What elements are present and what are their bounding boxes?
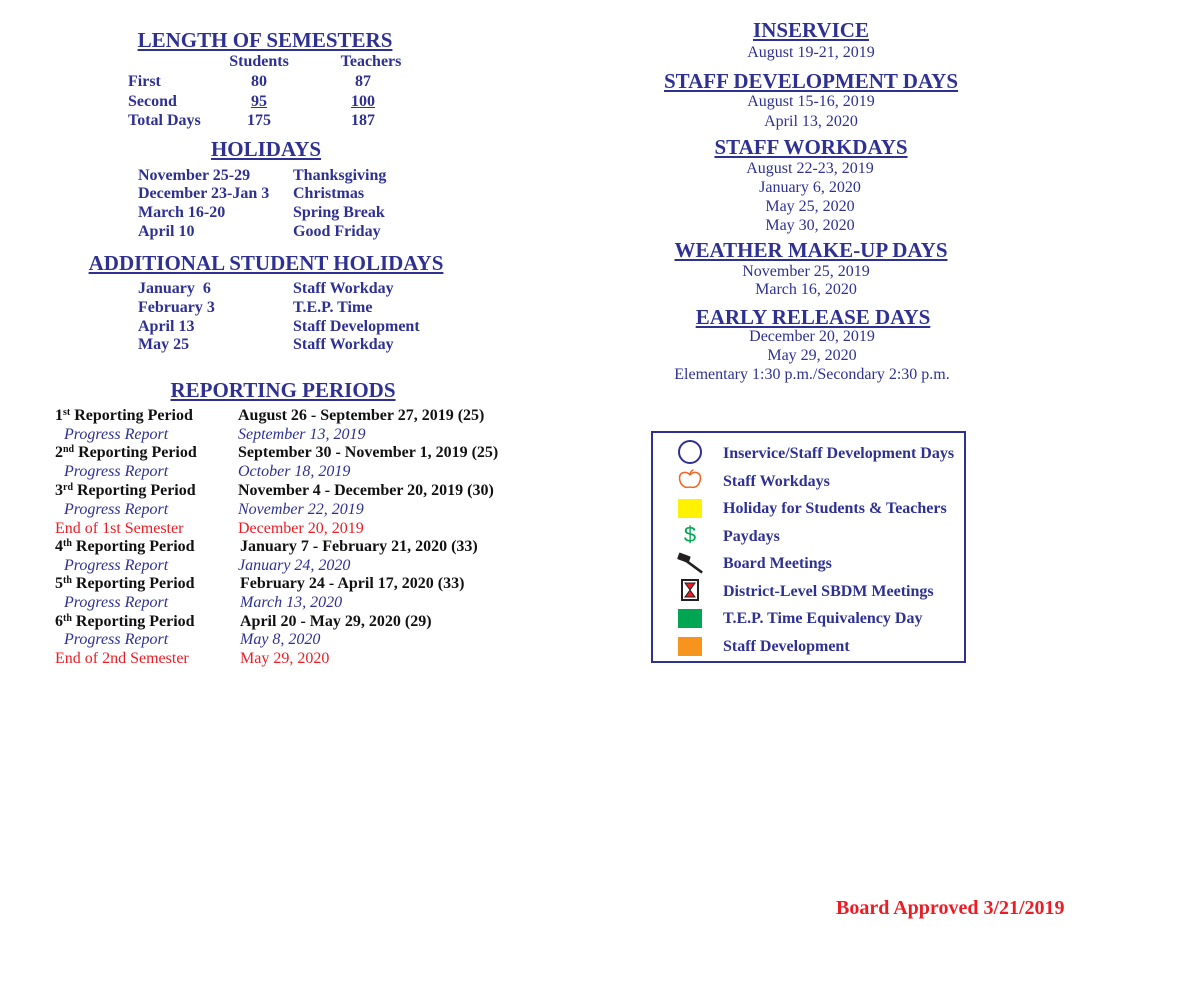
holiday-name: Christmas <box>293 185 365 202</box>
additional-name: Staff Workday <box>293 336 394 353</box>
weather-heading: WEATHER MAKE-UP DAYS <box>674 238 948 262</box>
dollar-icon: $ <box>683 522 697 547</box>
yellow-square-icon <box>677 495 703 521</box>
reporting-heading: REPORTING PERIODS <box>170 378 396 402</box>
progress-report-label: Progress Report <box>64 631 169 648</box>
teachers-col-header: Teachers <box>340 53 402 70</box>
holidays-heading: HOLIDAYS <box>210 137 322 161</box>
legend-label: Paydays <box>723 528 780 545</box>
reporting-period-dates: August 26 - September 27, 2019 (25) <box>238 407 485 424</box>
progress-report-date: March 13, 2020 <box>240 594 343 611</box>
progress-report-date: October 18, 2019 <box>238 463 351 480</box>
progress-report-date: November 22, 2019 <box>238 501 364 518</box>
additional-date: January 6 <box>138 280 211 297</box>
holiday-date: December 23-Jan 3 <box>138 185 270 202</box>
staff-workdays-heading: STAFF WORKDAYS <box>714 135 908 159</box>
reporting-period-label: 2nd Reporting Period <box>55 444 197 461</box>
legend-label: Staff Development <box>723 638 850 655</box>
semester-end-label: End of 2nd Semester <box>55 650 189 667</box>
holiday-date: April 10 <box>138 223 195 240</box>
reporting-period-dates: November 4 - December 20, 2019 (30) <box>238 482 494 499</box>
length-row-label: First <box>128 73 161 90</box>
holiday-name: Spring Break <box>293 204 385 221</box>
length-row-students: 175 <box>247 112 271 129</box>
staff-workday-date: August 22-23, 2019 <box>746 160 874 177</box>
additional-name: Staff Workday <box>293 280 394 297</box>
staff-development-heading: STAFF DEVELOPMENT DAYS <box>663 69 959 93</box>
legend-label: T.E.P. Time Equivalency Day <box>723 610 923 627</box>
additional-name: Staff Development <box>293 318 420 335</box>
weather-date: March 16, 2020 <box>755 281 857 298</box>
progress-report-label: Progress Report <box>64 501 169 518</box>
board-approved: Board Approved 3/21/2019 <box>836 897 1065 919</box>
early-release-date: May 29, 2020 <box>767 347 857 364</box>
staff-workday-date: January 6, 2020 <box>759 179 861 196</box>
length-row-teachers: 100 <box>351 93 375 110</box>
reporting-period-dates: April 20 - May 29, 2020 (29) <box>240 613 432 630</box>
reporting-period-dates: September 30 - November 1, 2019 (25) <box>238 444 499 461</box>
staff-workday-date: May 25, 2020 <box>765 198 855 215</box>
progress-report-date: September 13, 2019 <box>238 426 366 443</box>
apple-icon <box>677 467 703 493</box>
additional-date: April 13 <box>138 318 195 335</box>
reporting-period-label: 3rd Reporting Period <box>55 482 196 499</box>
legend-label: Board Meetings <box>723 555 832 572</box>
early-release-heading: EARLY RELEASE DAYS <box>695 305 931 329</box>
orange-square-icon <box>677 633 703 659</box>
legend-box <box>651 431 966 663</box>
reporting-period-label: 6th Reporting Period <box>55 613 195 630</box>
length-row-label: Second <box>128 93 177 110</box>
progress-report-label: Progress Report <box>64 426 169 443</box>
additional-date: May 25 <box>138 336 190 353</box>
staff-workday-date: May 30, 2020 <box>765 217 855 234</box>
progress-report-label: Progress Report <box>64 463 169 480</box>
holiday-date: November 25-29 <box>138 167 251 184</box>
reporting-period-label: 4th Reporting Period <box>55 538 195 555</box>
students-col-header: Students <box>229 53 289 70</box>
holiday-name: Good Friday <box>293 223 381 240</box>
reporting-period-dates: February 24 - April 17, 2020 (33) <box>240 575 465 592</box>
weather-date: November 25, 2019 <box>742 263 870 280</box>
length-heading: LENGTH OF SEMESTERS <box>137 28 393 52</box>
length-row-students: 80 <box>251 73 267 90</box>
hourglass-icon <box>677 577 703 603</box>
length-row-label: Total Days <box>128 112 201 129</box>
semester-end-date: May 29, 2020 <box>240 650 330 667</box>
semester-end-date: December 20, 2019 <box>238 520 364 537</box>
legend-label: District-Level SBDM Meetings <box>723 583 934 600</box>
inservice-date: August 19-21, 2019 <box>747 44 875 61</box>
legend-label: Holiday for Students & Teachers <box>723 500 947 517</box>
reporting-period-dates: January 7 - February 21, 2020 (33) <box>240 538 478 555</box>
progress-report-date: January 24, 2020 <box>238 557 351 574</box>
early-release-times: Elementary 1:30 p.m./Secondary 2:30 p.m. <box>674 366 950 383</box>
reporting-period-label: 1st Reporting Period <box>55 407 193 424</box>
staff-development-date: August 15-16, 2019 <box>747 93 875 110</box>
early-release-date: December 20, 2019 <box>749 328 875 345</box>
semester-end-label: End of 1st Semester <box>55 520 184 537</box>
legend-label: Inservice/Staff Development Days <box>723 445 955 462</box>
staff-development-date: April 13, 2020 <box>764 113 858 130</box>
progress-report-label: Progress Report <box>64 557 169 574</box>
circle-icon <box>677 439 703 465</box>
additional-heading: ADDITIONAL STUDENT HOLIDAYS <box>88 251 444 275</box>
gavel-icon <box>677 550 703 576</box>
green-square-icon <box>677 605 703 631</box>
reporting-period-label: 5th Reporting Period <box>55 575 195 592</box>
length-row-students: 95 <box>251 93 267 110</box>
inservice-heading: INSERVICE <box>753 18 869 42</box>
holiday-date: March 16-20 <box>138 204 226 221</box>
additional-date: February 3 <box>138 299 215 316</box>
legend-label: Staff Workdays <box>723 473 830 490</box>
holiday-name: Thanksgiving <box>293 167 387 184</box>
progress-report-date: May 8, 2020 <box>240 631 321 648</box>
length-row-teachers: 187 <box>351 112 375 129</box>
length-row-teachers: 87 <box>355 73 371 90</box>
additional-name: T.E.P. Time <box>293 299 373 316</box>
progress-report-label: Progress Report <box>64 594 169 611</box>
